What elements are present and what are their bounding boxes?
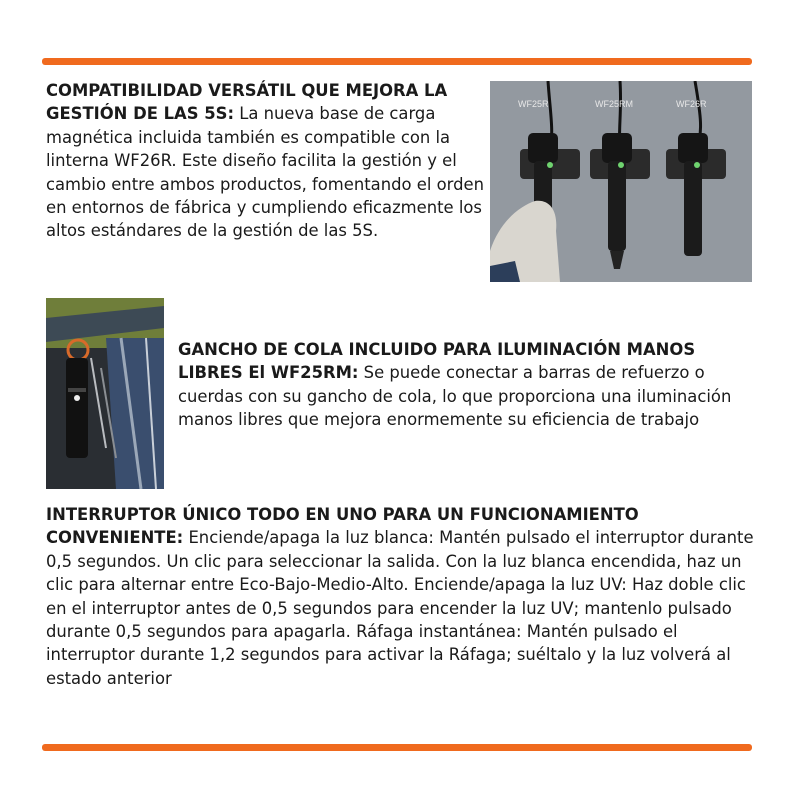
- section-heading: COMPATIBILIDAD VERSÁTIL QUE MEJORA LA GESTIÓN DE LAS 5S:: [46, 81, 448, 124]
- bottom-divider: [42, 744, 752, 751]
- label-wf26r: WF26R: [676, 99, 707, 109]
- section-heading: INTERRUPTOR ÚNICO TODO EN UNO PARA UN FUNCIONAMIENTO CONVENIENTE:: [46, 505, 639, 548]
- section-body: La nueva base de carga magnética incluida también es compatible con la linterna WF26R. Este diseño facilita la gestión y el cambio entre ambos productos, fomentando el orden en entornos de fábrica y cumpliendo eficazmente los altos estándares de la gestión de las 5S.: [46, 104, 484, 241]
- top-divider: [42, 58, 752, 65]
- charging-base-photo: [490, 81, 752, 282]
- section-compatibility: [46, 79, 486, 243]
- label-wf25rm: WF25RM: [595, 99, 633, 109]
- section-tail-hook: [178, 338, 738, 432]
- tail-hook-photo: [46, 298, 164, 489]
- section-heading: GANCHO DE COLA INCLUIDO PARA ILUMINACIÓN MANOS LIBRES El WF25RM:: [178, 340, 696, 383]
- section-body: Enciende/apaga la luz blanca: Mantén pulsado el interruptor durante 0,5 segundos. Un clic para seleccionar la salida. Con la luz blanca encendida, haz un clic para alternar entre Eco-Bajo-Medio-Alto. Enciende/apaga la luz UV: Haz doble clic en el interruptor antes de 0,5 segundos para encender la luz UV; mantenlo pulsado durante 0,5 segundos para apagarla. Ráfaga instantánea: Mantén pulsado el interruptor durante 1,2 segundos para activar la Ráfaga; suéltalo y la luz volverá al estado anterior: [46, 528, 754, 688]
- label-wf25r: WF25R: [518, 99, 549, 109]
- section-body: Se puede conectar a barras de refuerzo o cuerdas con su gancho de cola, lo que proporciona una iluminación manos libres que mejora enormemente su eficiencia de trabajo: [178, 363, 732, 430]
- section-switch: [46, 503, 766, 690]
